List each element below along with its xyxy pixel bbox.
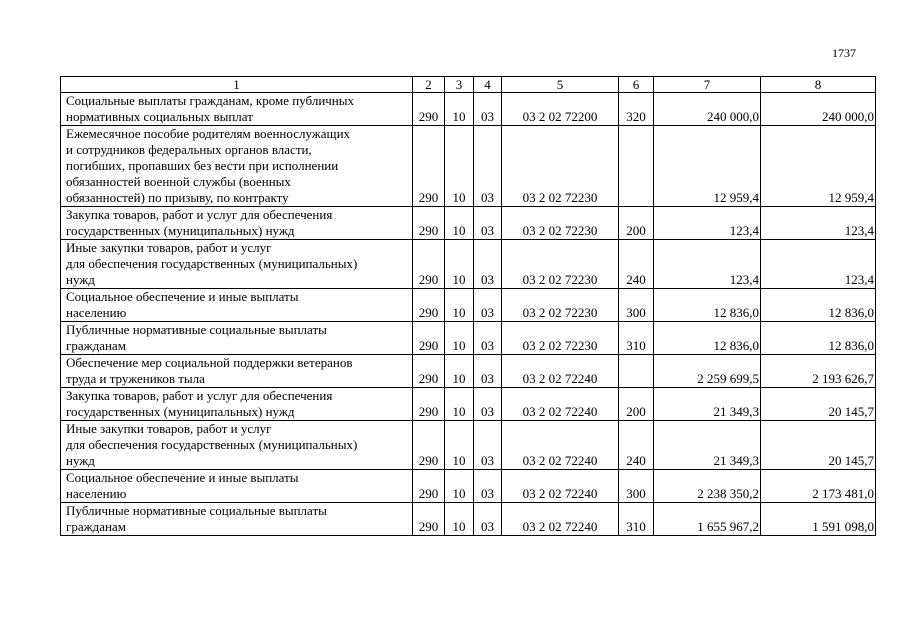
amount-year2-cell: 20 145,7 (761, 388, 876, 421)
amount-year2-cell: 12 959,4 (761, 126, 876, 207)
row-name-cell: Обеспечение мер социальной поддержки ветеранов труда и тружеников тыла (61, 355, 413, 388)
target-item-code-cell: 03 2 02 72240 (502, 470, 619, 503)
section-code-cell: 290 (413, 388, 445, 421)
subsection-code-cell: 03 (474, 470, 502, 503)
expense-type-code-cell: 200 (619, 207, 654, 240)
table-row (61, 126, 876, 207)
row-name-cell: Социальное обеспечение и иные выплаты населению (61, 289, 413, 322)
row-name-cell: Публичные нормативные социальные выплаты гражданам (61, 322, 413, 355)
table-row (61, 322, 876, 355)
page-number: 1737 (832, 46, 856, 60)
amount-year1-cell: 21 349,3 (654, 388, 761, 421)
chapter-code-cell: 10 (445, 207, 474, 240)
subsection-code-cell: 03 (474, 388, 502, 421)
column-header: 3 (445, 77, 474, 93)
subsection-code-cell: 03 (474, 289, 502, 322)
target-item-code-cell: 03 2 02 72230 (502, 126, 619, 207)
table-header-row (61, 77, 876, 93)
column-header: 2 (413, 77, 445, 93)
column-header: 5 (502, 77, 619, 93)
expense-type-code-cell: 300 (619, 289, 654, 322)
chapter-code-cell: 10 (445, 503, 474, 536)
chapter-code-cell: 10 (445, 355, 474, 388)
table-row (61, 207, 876, 240)
amount-year1-cell: 12 959,4 (654, 126, 761, 207)
amount-year2-cell: 123,4 (761, 240, 876, 289)
expense-type-code-cell (619, 355, 654, 388)
subsection-code-cell: 03 (474, 126, 502, 207)
section-code-cell: 290 (413, 93, 445, 126)
amount-year2-cell: 2 173 481,0 (761, 470, 876, 503)
chapter-code-cell: 10 (445, 289, 474, 322)
subsection-code-cell: 03 (474, 240, 502, 289)
column-header: 1 (61, 77, 413, 93)
section-code-cell: 290 (413, 126, 445, 207)
chapter-code-cell: 10 (445, 322, 474, 355)
amount-year2-cell: 2 193 626,7 (761, 355, 876, 388)
expense-type-code-cell: 240 (619, 421, 654, 470)
subsection-code-cell: 03 (474, 93, 502, 126)
row-name-cell: Закупка товаров, работ и услуг для обеспечения государственных (муниципальных) нужд (61, 388, 413, 421)
expense-type-code-cell: 310 (619, 503, 654, 536)
section-code-cell: 290 (413, 355, 445, 388)
budget-table (60, 76, 876, 536)
section-code-cell: 290 (413, 322, 445, 355)
section-code-cell: 290 (413, 289, 445, 322)
amount-year2-cell: 123,4 (761, 207, 876, 240)
amount-year1-cell: 12 836,0 (654, 289, 761, 322)
chapter-code-cell: 10 (445, 93, 474, 126)
expense-type-code-cell: 320 (619, 93, 654, 126)
amount-year1-cell: 1 655 967,2 (654, 503, 761, 536)
column-header: 8 (761, 77, 876, 93)
table-row (61, 355, 876, 388)
column-header: 6 (619, 77, 654, 93)
target-item-code-cell: 03 2 02 72240 (502, 503, 619, 536)
amount-year1-cell: 2 238 350,2 (654, 470, 761, 503)
amount-year2-cell: 12 836,0 (761, 289, 876, 322)
row-name-cell: Иные закупки товаров, работ и услуг для обеспечения государственных (муниципальных) нужд (61, 421, 413, 470)
amount-year2-cell: 240 000,0 (761, 93, 876, 126)
expense-type-code-cell: 310 (619, 322, 654, 355)
row-name-cell: Иные закупки товаров, работ и услуг для обеспечения государственных (муниципальных) нужд (61, 240, 413, 289)
subsection-code-cell: 03 (474, 322, 502, 355)
target-item-code-cell: 03 2 02 72230 (502, 289, 619, 322)
expense-type-code-cell: 300 (619, 470, 654, 503)
table-row (61, 470, 876, 503)
subsection-code-cell: 03 (474, 503, 502, 536)
section-code-cell: 290 (413, 421, 445, 470)
amount-year2-cell: 12 836,0 (761, 322, 876, 355)
amount-year1-cell: 21 349,3 (654, 421, 761, 470)
expense-type-code-cell: 200 (619, 388, 654, 421)
table-row (61, 503, 876, 536)
table-row (61, 240, 876, 289)
chapter-code-cell: 10 (445, 240, 474, 289)
amount-year1-cell: 123,4 (654, 207, 761, 240)
subsection-code-cell: 03 (474, 207, 502, 240)
target-item-code-cell: 03 2 02 72230 (502, 322, 619, 355)
row-name-cell: Закупка товаров, работ и услуг для обеспечения государственных (муниципальных) нужд (61, 207, 413, 240)
table-row (61, 388, 876, 421)
column-header: 4 (474, 77, 502, 93)
section-code-cell: 290 (413, 207, 445, 240)
section-code-cell: 290 (413, 470, 445, 503)
target-item-code-cell: 03 2 02 72200 (502, 93, 619, 126)
section-code-cell: 290 (413, 240, 445, 289)
amount-year1-cell: 12 836,0 (654, 322, 761, 355)
target-item-code-cell: 03 2 02 72230 (502, 240, 619, 289)
expense-type-code-cell: 240 (619, 240, 654, 289)
amount-year2-cell: 1 591 098,0 (761, 503, 876, 536)
amount-year1-cell: 123,4 (654, 240, 761, 289)
table-row (61, 421, 876, 470)
target-item-code-cell: 03 2 02 72240 (502, 355, 619, 388)
target-item-code-cell: 03 2 02 72240 (502, 388, 619, 421)
expense-type-code-cell (619, 126, 654, 207)
column-header: 7 (654, 77, 761, 93)
row-name-cell: Социальное обеспечение и иные выплаты населению (61, 470, 413, 503)
chapter-code-cell: 10 (445, 470, 474, 503)
row-name-cell: Социальные выплаты гражданам, кроме публичных нормативных социальных выплат (61, 93, 413, 126)
row-name-cell: Ежемесячное пособие родителям военнослужащих и сотрудников федеральных органов власти, погибших, пропавших без вести при исполнении обязанностей военной службы (военных обязанностей) по призыву, по контракту (61, 126, 413, 207)
amount-year2-cell: 20 145,7 (761, 421, 876, 470)
row-name-cell: Публичные нормативные социальные выплаты гражданам (61, 503, 413, 536)
target-item-code-cell: 03 2 02 72230 (502, 207, 619, 240)
amount-year1-cell: 240 000,0 (654, 93, 761, 126)
chapter-code-cell: 10 (445, 421, 474, 470)
subsection-code-cell: 03 (474, 355, 502, 388)
section-code-cell: 290 (413, 503, 445, 536)
amount-year1-cell: 2 259 699,5 (654, 355, 761, 388)
chapter-code-cell: 10 (445, 388, 474, 421)
subsection-code-cell: 03 (474, 421, 502, 470)
chapter-code-cell: 10 (445, 126, 474, 207)
target-item-code-cell: 03 2 02 72240 (502, 421, 619, 470)
table-row (61, 289, 876, 322)
table-row (61, 93, 876, 126)
